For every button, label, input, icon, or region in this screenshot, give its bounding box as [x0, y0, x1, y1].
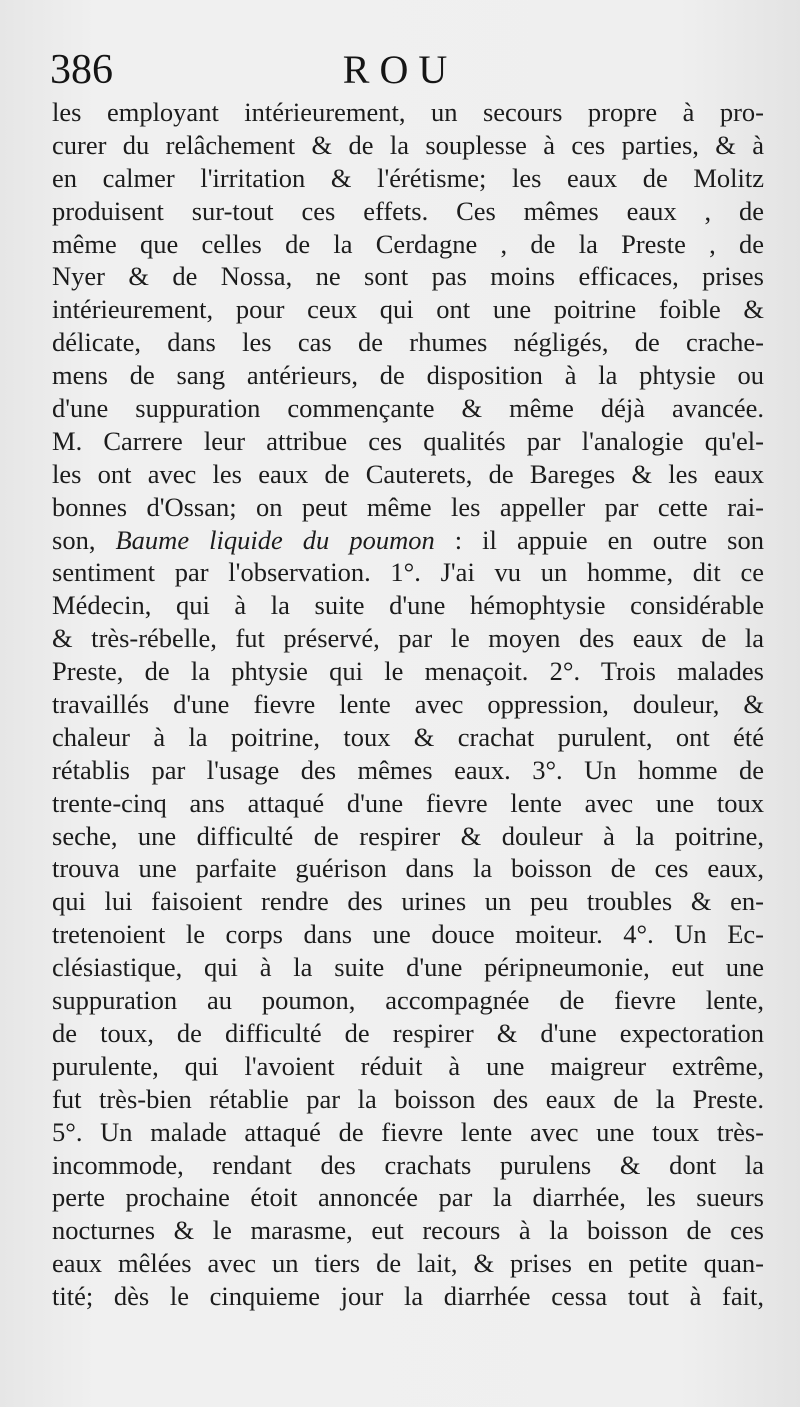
text-line: trente-cinq ans attaqué d'une fievre lente avec une toux: [52, 787, 764, 818]
text-line: chaleur à la poitrine, toux & crachat purulent, ont été: [52, 721, 764, 752]
text-line: M. Carrere leur attribue ces qualités par l'analogie qu'el-: [52, 425, 764, 456]
text-line: rétablis par l'usage des mêmes eaux. 3°. Un homme de: [52, 754, 764, 785]
text-line: suppuration au poumon, accompagnée de fievre lente,: [52, 985, 764, 1016]
text-line: seche, une difficulté de respirer & douleur à la poitrine,: [52, 820, 764, 851]
text-line: curer du relâchement & de la souplesse à ces parties, & à: [52, 129, 764, 160]
text-line: de toux, de difficulté de respirer & d'une expectoration: [52, 1017, 764, 1048]
text-line: sentiment par l'observation. 1°. J'ai vu un homme, dit ce: [52, 557, 764, 588]
text-line: bonnes d'Ossan; on peut même les appeller par cette rai-: [52, 491, 764, 522]
text-line: trouva une parfaite guérison dans la boisson de ces eaux,: [52, 853, 764, 884]
text-line: tité; dès le cinquieme jour la diarrhée cessa tout à fait,: [52, 1281, 764, 1312]
text-line: travaillés d'une fievre lente avec oppression, douleur, &: [52, 689, 764, 720]
text-segment: son,: [52, 524, 116, 555]
text-line: produisent sur-tout ces effets. Ces mêmes eaux , de: [52, 195, 764, 226]
text-line: les ont avec les eaux de Cauterets, de Bareges & les eaux: [52, 458, 764, 489]
text-line: tretenoient le corps dans une douce moiteur. 4°. Un Ec-: [52, 919, 764, 950]
text-line: intérieurement, pour ceux qui ont une poitrine foible &: [52, 294, 764, 325]
running-head: ROU: [342, 47, 458, 92]
text-segment: : il appuie en outre son: [434, 524, 764, 555]
page-header: [0, 40, 800, 100]
text-line: purulente, qui l'avoient réduit à une maigreur extrême,: [52, 1050, 764, 1081]
italic-phrase: Baume liquide du poumon: [115, 524, 435, 555]
text-line: fut très-bien rétablie par la boisson des eaux de la Preste.: [52, 1083, 764, 1114]
text-line: Médecin, qui à la suite d'une hémophtysie considérable: [52, 590, 764, 621]
page-number: 386: [50, 47, 113, 93]
text-line: eaux mêlées avec un tiers de lait, & prises en petite quan-: [52, 1248, 764, 1279]
text-line: perte prochaine étoit annoncée par la diarrhée, les sueurs: [52, 1182, 764, 1213]
text-line: nocturnes & le marasme, eut recours à la boisson de ces: [52, 1215, 764, 1246]
text-line: incommode, rendant des crachats purulens & dont la: [52, 1149, 764, 1180]
text-line: Nyer & de Nossa, ne sont pas moins efficaces, prises: [52, 261, 764, 292]
text-line: en calmer l'irritation & l'érétisme; les eaux de Molitz: [52, 162, 764, 193]
text-line: qui lui faisoient rendre des urines un peu troubles & en-: [52, 886, 764, 917]
text-line: 5°. Un malade attaqué de fievre lente avec une toux très-: [52, 1116, 764, 1147]
body-text: [52, 96, 764, 1313]
text-line: d'une suppuration commençante & même déjà avancée.: [52, 393, 764, 424]
text-line-with-italic: [52, 524, 764, 557]
text-line: les employant intérieurement, un secours propre à pro-: [52, 97, 764, 127]
text-line: & très-rébelle, fut préservé, par le moyen des eaux de la: [52, 623, 764, 654]
text-line: mens de sang antérieurs, de disposition à la phtysie ou: [52, 360, 764, 391]
text-line: Preste, de la phtysie qui le menaçoit. 2°. Trois malades: [52, 656, 764, 687]
text-line: même que celles de la Cerdagne , de la Preste , de: [52, 228, 764, 259]
text-line: délicate, dans les cas de rhumes négligés, de crache-: [52, 327, 764, 358]
text-line: clésiastique, qui à la suite d'une péripneumonie, eut une: [52, 952, 764, 983]
